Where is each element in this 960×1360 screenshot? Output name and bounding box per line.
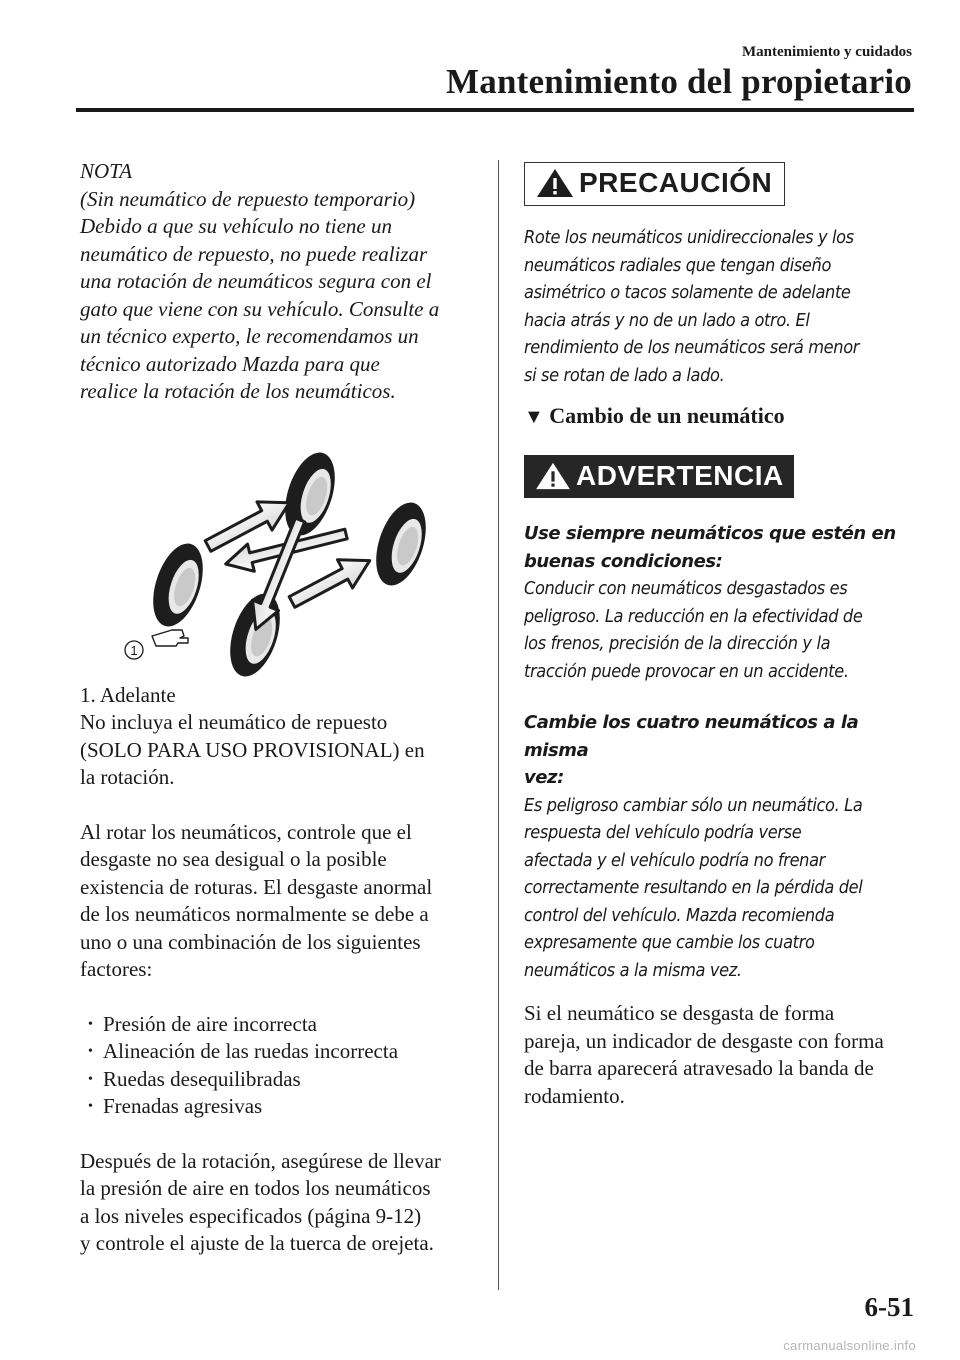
subsection-title: Cambio de un neumático [549, 403, 785, 428]
after-rotation-paragraph [80, 1148, 480, 1258]
text-line: hacia atrás y no de un lado a otro. El [524, 309, 810, 331]
text-line: control del vehículo. Mazda recomienda [524, 904, 835, 926]
subsection-heading [524, 403, 919, 429]
note-body [80, 213, 480, 406]
callout-number: 1 [130, 642, 138, 658]
text-line: peligroso. La reducción en la efectividad de [524, 605, 863, 627]
text-line: afectada y el vehículo podría no frenar [524, 849, 825, 871]
text-line: tracción puede provocar en un accidente. [524, 660, 849, 682]
tire-front-right [367, 496, 435, 591]
hand-pointer-icon [152, 630, 188, 646]
tire-front-left [276, 450, 344, 542]
note-line: un técnico experto, le recomendamos un [80, 324, 419, 348]
text-line: Cambie los cuatro neumáticos a la misma [524, 712, 859, 761]
warning-header [524, 455, 794, 498]
text-line: (SOLO PARA USO PROVISIONAL) en [80, 737, 425, 762]
front-direction-pointer [125, 630, 188, 659]
warning-2-text [524, 792, 919, 985]
text-line: desgaste no sea desigual o la posible [80, 847, 387, 871]
text-line: de los neumáticos normalmente se debe a [80, 902, 429, 926]
text-line: buenas condiciones: [524, 550, 723, 572]
caution-header [524, 162, 785, 206]
text-line: de barra aparecerá atravesado la banda de [524, 1056, 874, 1080]
text-line: respuesta del vehículo podría verse [524, 822, 802, 843]
warning-1-heading [524, 520, 919, 575]
text-line: neumáticos a la misma vez. [524, 959, 742, 981]
text-line: si se rotan de lado a lado. [524, 364, 725, 386]
list-item: • Alineación de las ruedas incorrecta [80, 1038, 480, 1066]
note-line: una rotación de neumáticos segura con el [80, 269, 432, 293]
watermark: carmanualsonline.info [783, 1338, 916, 1353]
text-line: expresamente que cambie los cuatro [524, 932, 815, 953]
warning-2-heading [524, 709, 919, 792]
tire-rear-left [144, 537, 212, 632]
left-column [80, 158, 480, 1258]
text-line: la presión de aire en todos los neumáticos [80, 1176, 431, 1200]
list-item: • Presión de aire incorrecta [80, 1011, 480, 1039]
text-line: rodamiento. [524, 1083, 625, 1108]
wear-indicator-paragraph [524, 1000, 919, 1110]
warning-1-text [524, 575, 919, 685]
text-line: asimétrico o tacos solamente de adelante [524, 282, 851, 303]
tire-rotation-illustration [80, 450, 480, 682]
text-line: rendimiento de los neumáticos será menor [524, 337, 860, 358]
wear-paragraph [80, 819, 480, 984]
triangle-down-icon: ▼ [524, 406, 544, 428]
text-line: Conducir con neumáticos desgastados es [524, 578, 848, 599]
text-line: Al rotar los neumáticos, controle que el [80, 819, 412, 844]
note-line: gato que viene con su vehículo. Consulte a [80, 296, 440, 321]
note-line: neumático de repuesto, no puede realizar [80, 241, 428, 266]
text-line: No incluya el neumático de repuesto [80, 710, 388, 734]
text-line: Si el neumático se desgasta de forma [524, 1001, 835, 1025]
note-line: Debido a que su vehículo no tiene un [80, 214, 393, 238]
column-divider [498, 160, 499, 1290]
note-label: NOTA [80, 159, 133, 183]
text-line: existencia de roturas. El desgaste anormal [80, 874, 433, 899]
note-subtitle: (Sin neumático de repuesto temporario) [80, 186, 416, 211]
spare-note [80, 709, 480, 792]
text-line: correctamente resultando en la pérdida del [524, 877, 863, 898]
page-number: 6-51 [864, 1292, 914, 1322]
wear-factors-list [80, 1011, 480, 1121]
text-line: Es peligroso cambiar sólo un neumático. La [524, 794, 863, 816]
text-line: pareja, un indicador de desgaste con forma [524, 1028, 884, 1053]
list-item: • Ruedas desequilibradas [80, 1066, 480, 1094]
tire-rotation-diagram [80, 450, 480, 682]
section-title: Mantenimiento del propietario [446, 62, 912, 101]
warning-body [524, 520, 919, 984]
header-rule [76, 108, 914, 112]
figure-legend: 1. Adelante [80, 682, 176, 707]
text-line: neumáticos radiales que tengan diseño [524, 254, 832, 276]
note-line: técnico autorizado Mazda para que [80, 351, 380, 376]
caution-body [524, 224, 919, 389]
list-item: • Frenadas agresivas [80, 1093, 480, 1121]
text-line: a los niveles especificados (página 9-12) [80, 1203, 422, 1228]
chapter-label: Mantenimiento y cuidados [741, 44, 912, 60]
right-column [524, 162, 919, 1110]
text-line: la rotación. [80, 765, 175, 789]
text-line: uno o una combinación de los siguientes [80, 929, 421, 954]
text-line: Use siempre neumáticos que estén en [524, 523, 896, 544]
arrow-rear-right-to-front [284, 546, 377, 616]
caution-title: PRECAUCIÓN [579, 167, 773, 198]
warning-title: ADVERTENCIA [576, 460, 784, 491]
text-line: y controle el ajuste de la tuerca de orejeta. [80, 1231, 434, 1255]
text-line: vez: [524, 767, 564, 788]
warning-triangle-icon [534, 461, 572, 491]
text-line: Rote los neumáticos unidireccionales y los [524, 227, 854, 248]
text-line: factores: [80, 957, 153, 981]
warning-triangle-icon [535, 167, 575, 199]
text-line: los frenos, precisión de la dirección y la [524, 633, 831, 654]
text-line: Después de la rotación, asegúrese de llevar [80, 1148, 441, 1173]
note-line: realice la rotación de los neumáticos. [80, 379, 396, 403]
